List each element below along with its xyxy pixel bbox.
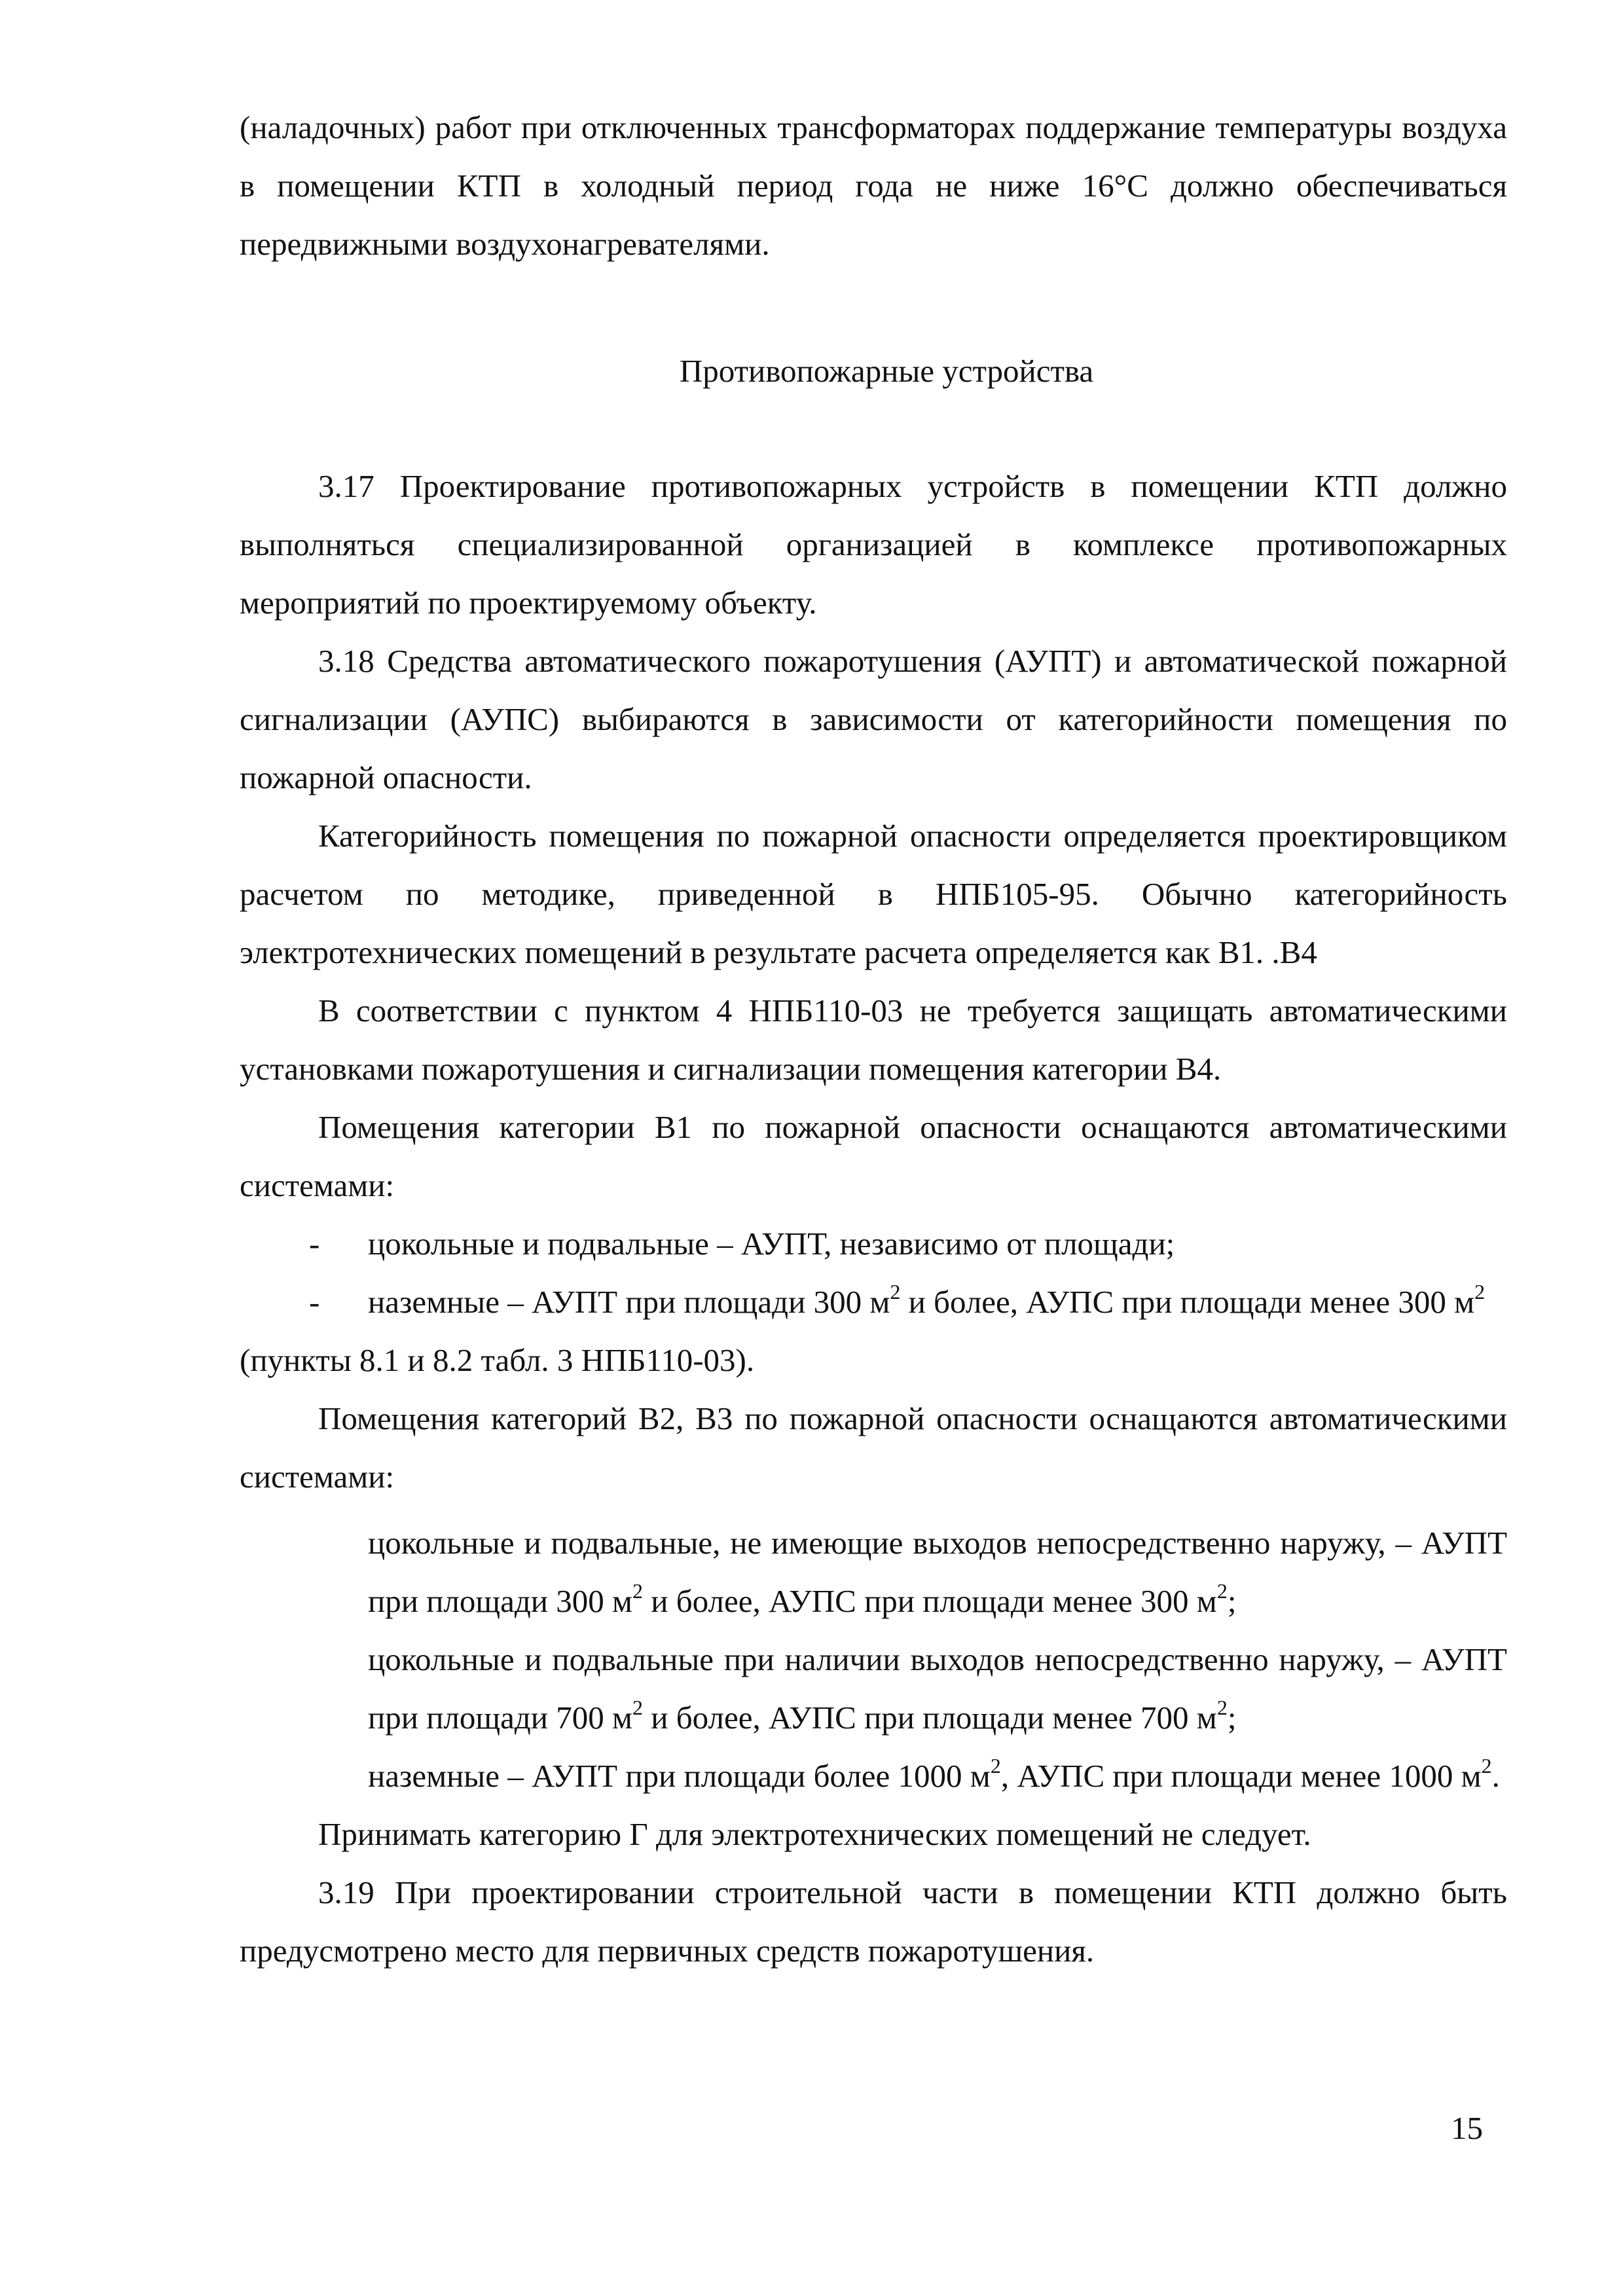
paragraph-b2-b3-intro: Помещения категорий В2, В3 по пожарной опасности оснащаются автоматическими системами: <box>240 1400 1507 1495</box>
b2b3-list-item-2-text-c: ; <box>1227 1700 1237 1736</box>
b1-list-item-2 <box>240 1273 1507 1331</box>
superscript: 2 <box>990 1753 1001 1777</box>
b2b3-list-item-2-text-b: и более, АУПС при площади менее 700 м <box>643 1700 1217 1736</box>
superscript: 2 <box>1216 1578 1228 1603</box>
b1-list-reference: (пункты 8.1 и 8.2 табл. 3 НПБ110-03). <box>240 1342 755 1378</box>
b2b3-list-item-3-text-b: , АУПС при площади менее 1000 м <box>1000 1758 1482 1794</box>
document-page <box>240 98 1507 1980</box>
list-dash: - <box>309 1226 320 1262</box>
superscript: 2 <box>1216 1695 1228 1719</box>
b2b3-list-item-2 <box>240 1630 1507 1747</box>
b2b3-list-item-1-text-b: и более, АУПС при площади менее 300 м <box>643 1583 1217 1619</box>
b1-list-item-1 <box>240 1214 1507 1273</box>
paragraph-b1-intro: Помещения категории В1 по пожарной опасности оснащаются автоматическими системами: <box>240 1109 1507 1203</box>
paragraph-3-19: 3.19 При проектировании строительной части в помещении КТП должно быть предусмотрено место для первичных средств пожаротушения. <box>240 1874 1507 1969</box>
b2b3-list-item-1-text-c: ; <box>1227 1583 1237 1619</box>
superscript: 2 <box>632 1695 644 1719</box>
b2b3-list-item-2-text-a: цокольные и подвальные при наличии выходов непосредственно наружу, – АУПТ при площади 700 м <box>368 1641 1507 1736</box>
b2b3-list-item-3-text-a: наземные – АУПТ при площади более 1000 м <box>368 1758 991 1794</box>
list-dash: - <box>309 1284 320 1320</box>
superscript: 2 <box>632 1578 644 1603</box>
paragraph-3-17: 3.17 Проектирование противопожарных устройств в помещении КТП должно выполняться специализированной организацией в комплексе противопожарных мероприятий по проектируемому объекту. <box>240 468 1507 621</box>
page-number: 15 <box>1451 2110 1483 2146</box>
superscript: 2 <box>1481 1753 1492 1777</box>
superscript: 2 <box>890 1279 901 1303</box>
b1-list-item-2-text-b: и более, АУПС при площади менее 300 м <box>900 1284 1475 1320</box>
b2b3-list-item-3-text-c: . <box>1491 1758 1500 1794</box>
b1-list-item-1-text: цокольные и подвальные – АУПТ, независимо от площади; <box>368 1226 1175 1262</box>
section-heading: Противопожарные устройства <box>679 353 1094 389</box>
b2b3-list-item-1 <box>240 1514 1507 1630</box>
intro-paragraph: (наладочных) работ при отключенных трансформаторах поддержание температуры воздуха в помещении КТП в холодный период года не ниже 16°С должно обеспечиваться передвижными воздухонагревателями. <box>240 109 1507 262</box>
paragraph-categorization: Категорийность помещения по пожарной опасности определяется проектировщиком расчетом по методике, приведенной в НПБ105-95. Обычно категорийность электротехнических помещений в результате расчета определяется как В1. .В4 <box>240 818 1507 970</box>
paragraph-3-18: 3.18 Средства автоматического пожаротушения (АУПТ) и автоматической пожарной сигнализации (АУПС) выбираются в зависимости от категорийности помещения по пожарной опасности. <box>240 643 1507 795</box>
paragraph-category-g: Принимать категорию Г для электротехнических помещений не следует. <box>318 1816 1311 1852</box>
superscript: 2 <box>1474 1279 1486 1303</box>
b1-list-item-2-text-a: наземные – АУПТ при площади 300 м <box>368 1284 890 1320</box>
paragraph-npb110: В соответствии с пунктом 4 НПБ110-03 не требуется защищать автоматическими установками пожаротушения и сигнализации помещения категории В4. <box>240 993 1507 1087</box>
b2b3-list-item-1-text-a: цокольные и подвальные, не имеющие выходов непосредственно наружу, – АУПТ при площади 300 м <box>368 1525 1507 1619</box>
b2b3-list-item-3 <box>240 1747 1507 1805</box>
